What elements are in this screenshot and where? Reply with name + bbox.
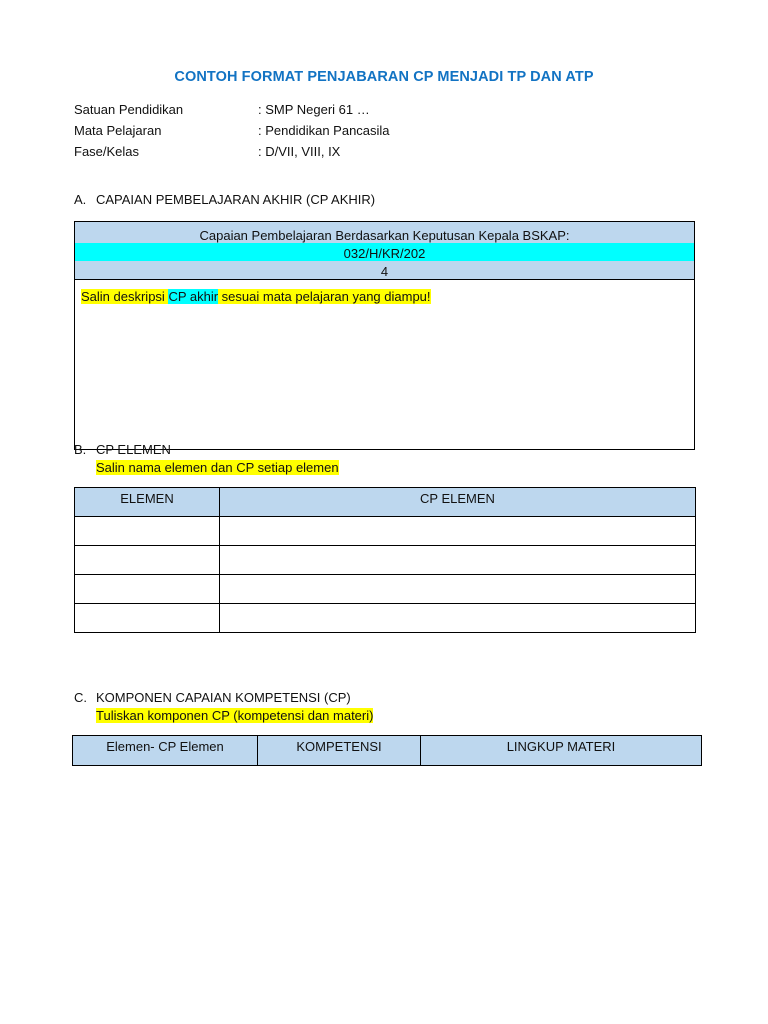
table-row (75, 575, 696, 604)
column-header-elemen-cp: Elemen- CP Elemen (73, 736, 258, 766)
cp-elemen-table (74, 487, 696, 633)
section-c-note (96, 707, 373, 724)
table-cell[interactable] (220, 546, 696, 575)
meta-label: Mata Pelajaran (74, 123, 162, 138)
meta-value: : D/VII, VIII, IX (258, 144, 341, 159)
table-cell[interactable] (220, 517, 696, 546)
section-number: C. (74, 690, 87, 705)
cp-akhir-box-header (75, 222, 695, 280)
document-title: CONTOH FORMAT PENJABARAN CP MENJADI TP DAN ATP (174, 69, 594, 85)
table-cell[interactable] (75, 546, 220, 575)
section-b-note (96, 459, 339, 476)
table-header-row (75, 488, 696, 517)
cp-akhir-box-body[interactable] (75, 280, 695, 450)
table-cell[interactable] (220, 604, 696, 633)
bskap-code-highlight: 032/H/KR/202 (75, 243, 694, 261)
meta-value: : Pendidikan Pancasila (258, 123, 390, 138)
meta-label: Fase/Kelas (74, 144, 140, 159)
table-row (75, 546, 696, 575)
cp-akhir-box (74, 221, 695, 450)
meta-value: : SMP Negeri 61 … (258, 102, 370, 117)
section-number: B. (74, 442, 87, 457)
table-cell[interactable] (75, 575, 220, 604)
instruction-text-tail: sesuai mata pelajaran yang diampu! (218, 289, 431, 304)
table-cell[interactable] (75, 604, 220, 633)
instruction-cp-akhir: CP akhir (168, 289, 219, 304)
bskap-code-tail: 4 (380, 264, 389, 279)
table-row (75, 604, 696, 633)
bskap-label: Capaian Pembelajaran Berdasarkan Keputusan Kepala BSKAP: (199, 228, 570, 243)
instruction-text: Salin deskripsi (81, 289, 169, 304)
highlighted-note: Salin nama elemen dan CP setiap elemen (96, 460, 339, 475)
column-header-cp-elemen: CP ELEMEN (220, 488, 696, 517)
section-title: KOMPONEN CAPAIAN KOMPETENSI (CP) (96, 690, 351, 705)
column-header-elemen: ELEMEN (75, 488, 220, 517)
section-title: CP ELEMEN (96, 442, 171, 457)
column-header-lingkup-materi: LINGKUP MATERI (421, 736, 702, 766)
highlighted-note: Tuliskan komponen CP (kompetensi dan materi) (96, 708, 374, 723)
table-cell[interactable] (75, 517, 220, 546)
section-title: CAPAIAN PEMBELAJARAN AKHIR (CP AKHIR) (96, 192, 376, 207)
table-cell[interactable] (220, 575, 696, 604)
meta-label: Satuan Pendidikan (74, 102, 184, 117)
column-header-kompetensi: KOMPETENSI (258, 736, 421, 766)
section-c-heading (74, 689, 351, 707)
table-row (75, 517, 696, 546)
komponen-cp-table (72, 735, 702, 766)
table-header-row (73, 736, 702, 766)
section-a-heading (74, 191, 375, 209)
section-number: A. (74, 192, 87, 207)
section-b-heading (74, 441, 171, 459)
